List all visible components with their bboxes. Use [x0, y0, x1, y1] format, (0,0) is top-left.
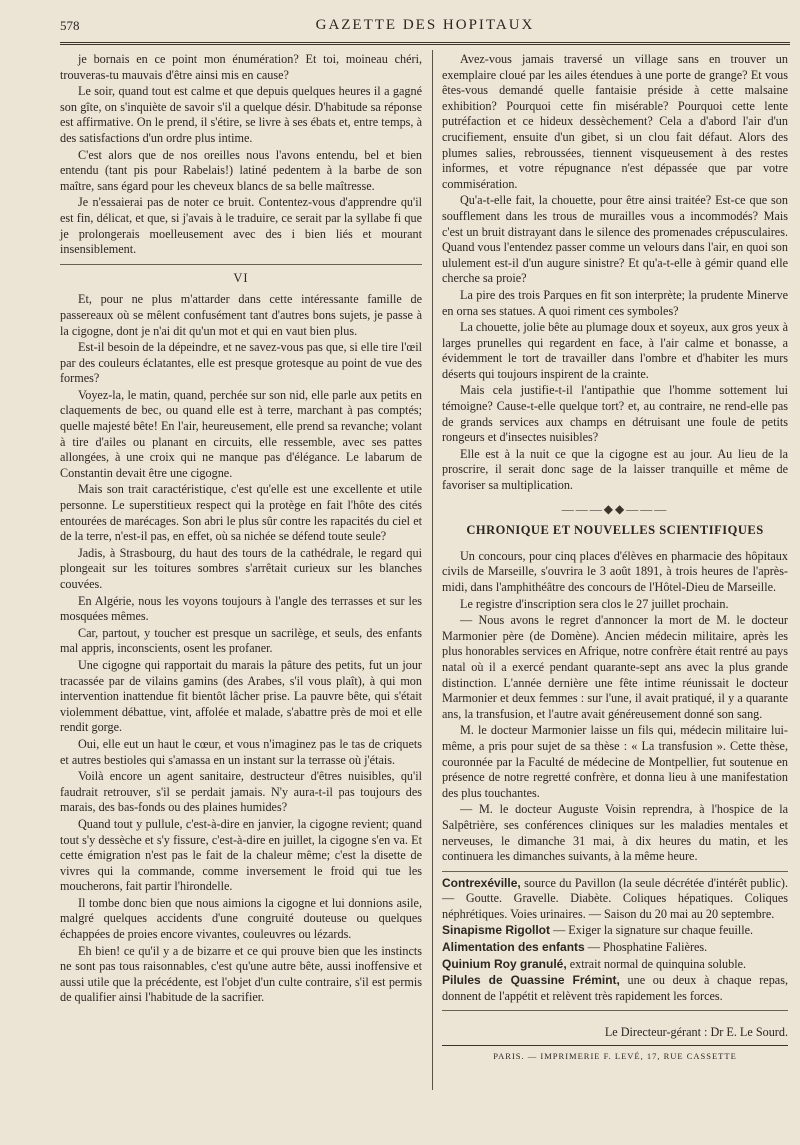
article-paragraph: Voyez-la, le matin, quand, perchée sur son nid, elle parle aux petits en claquements de bec, ou quand elle est à terre, marchant à pas comptés; quelle majesté bête! En l'air, heureusement, elle prend sa revanche; volant à tire d'ailes ou planant en circuits, elle ressemble, avec ses pattes allongées, à une croix qui ne manque pas d'élégance. Le labarum de Constantin devait être une cigogne.: [60, 387, 422, 480]
chronicle-paragraph: M. le docteur Marmonier laisse un fils qui, médecin militaire lui-même, a pris pour sujet de sa thèse : « La transfusion ». Cette thèse, couronnée par la Faculté de médecine de Montpellier, fut soutenue en présence de notre regretté confrère, et donna lieu à une manifestation des plus touchantes.: [442, 723, 788, 800]
advertisement-text: extrait normal de quinquina soluble.: [566, 956, 747, 971]
article-paragraph: je bornais en ce point mon énumération? Et toi, moineau chéri, trouveras-tu mauvais d'être ainsi mis en cause?: [60, 52, 422, 82]
advertisement-name: Sinapisme Rigollot: [442, 923, 551, 938]
article-paragraph: La pire des trois Parques en fit son interprète; la prudente Minerve en orna ses statues. A quoi riment ces symboles?: [442, 287, 788, 318]
ornament-divider: ———◆◆———: [561, 501, 669, 516]
article-paragraph: C'est alors que de nos oreilles nous l'avons entendu, bel et bien entendu (tant pis pour Rabelais!) latiné pedentem à la barbe de son maître, sans égard pour les cheveux blancs de sa belle maîtresse.: [60, 147, 422, 193]
chronicle-title: CHRONIQUE ET NOUVELLES SCIENTIFIQUES: [466, 523, 764, 538]
article-paragraph: Jadis, à Strasbourg, du haut des tours de la cathédrale, le regard qui plongeait sur les toitures sombres s'arrêtait curieux sur les blanches couvées.: [60, 545, 422, 591]
page-number: 578: [60, 18, 80, 33]
director-signature: Le Directeur-gérant : Dr E. Le Sourd.: [604, 1025, 788, 1040]
article-paragraph: Le soir, quand tout est calme et que depuis quelques heures il a gagné son gîte, on s'inquiète de savoir s'il a quelque désir. D'habitude sa réponse est affirmative. On le prend, il s'étire, se livre à ses ébats et, entre temps, à des satisfactions d'un ordre plus intime.: [60, 84, 422, 145]
left-paragraphs-after: [60, 292, 422, 1006]
article-paragraph: Voilà encore un agent sanitaire, destructeur d'êtres nuisibles, qu'il faudrait retrouver, s'il se perdait jamais. N'y aura-t-il pas toujours des marais, des bas-fonds ou des plaines humides?: [60, 769, 422, 815]
article-paragraph: Car, partout, y toucher est presque un sacrilège, et seuls, des enfants mal appris, inconscients, osent les profaner.: [60, 625, 422, 656]
advertisement: [442, 973, 788, 1004]
left-column: [60, 52, 422, 1007]
article-paragraph: La chouette, jolie bête au plumage doux et soyeux, aux gros yeux à larges prunelles qui regardent en face, à l'air calme et bonasse, a évidemment le tort de travailler dans l'ombre et d'habiter les murs déserts qui toujours inspirent de la crainte.: [442, 320, 788, 381]
section-rule: [60, 264, 422, 265]
footer-rule: [442, 1010, 788, 1011]
article-paragraph: Une cigogne qui rapportait du marais la pâture des petits, fut un jour tracassée par de vilains gamins (des Arabes, s'il vous plaît), à qui mon intervention inattendue fit bientôt lâcher prise. La pauvre bête, qui s'était violemment débattue, vint, affolée et malade, s'abattre près de moi et elle rendit gorge.: [60, 657, 422, 735]
header-rule: [60, 42, 790, 45]
article-paragraph: Quand tout y pullule, c'est-à-dire en janvier, la cigogne revient; quand tout s'y dessèche et s'y fissure, c'est-à-dire en juillet, la cigogne s'en va. Et cette émigration n'est pas le fait de la chaleur même; c'est la disette de vivres qui la commande, comme inversement le froid qui tue les moucherons, fait partir l'hirondelle.: [60, 816, 422, 894]
article-paragraph: Qu'a-t-elle fait, la chouette, pour être ainsi traitée? Est-ce que son soufflement dans les trous de murailles vous a incommodés? Mais c'est un bruit distrayant dans le silence des promenades crépusculaires. Quand vous l'entendez passer comme un velours dans l'air, en quoi son ululement est-il d'un augure sinistre? Et qu'a-t-elle à gémir quand elle cherche sa proie?: [442, 193, 788, 286]
advertisement-text: source du Pavillon (la seule décrétée d'intérêt public). — Goutte. Gravelle. Diabète. Coliques hépatiques. Coliques néphrétiques. Voies urinaires. — Saison du 20 mai au 20 septembre.: [442, 875, 788, 921]
right-paragraphs-before: [442, 52, 788, 494]
article-paragraph: Et, pour ne plus m'attarder dans cette intéressante famille de passereaux où se mêlent confusément tant d'autres bons sujets, je passe à la cigogne, dont je n'ai dit qu'un mot et qui en vaut bien plus.: [60, 292, 422, 338]
right-column: [442, 52, 788, 1065]
article-paragraph: Il tombe donc bien que nous aimions la cigogne et lui donnions asile, malgré quelques accidents d'une congruité douteuse ou quelques échappées de proies encore vivantes, couleuvres ou lézards.: [60, 895, 422, 942]
advertisement-name: Quinium Roy granulé,: [442, 956, 567, 971]
article-paragraph: Avez-vous jamais traversé un village sans en trouver un exemplaire cloué par les ailes étendues à une porte de grange? Et vous êtes-vous demandé quelle fantaisie préside à cette malsaine exhibition? Pourquoi cette fin misérable? Pourquoi cette lente putréfaction et ce hideux dessèchement? Cela a d'abord l'air d'un crucifiement, ensuite d'un gibet, si un clou fait défaut. Alors des plumes salies, rebroussées, tiennent visqueusement à des restes informes, et votre répugnance n'est dépassée que par votre commisération.: [442, 52, 788, 191]
article-paragraph: Oui, elle eut un haut le cœur, et vous n'imaginez pas le tas de criquets et autres bestioles qui s'amassa en un instant sur la terrasse où j'étais.: [60, 736, 422, 767]
chronicle-paragraphs: [442, 549, 788, 865]
article-paragraph: Je n'essaierai pas de noter ce bruit. Contentez-vous d'apprendre qu'il est fin, délicat, et que, si j'avais à le traduire, ce serait par la syllabe fi que je prolongerais moelleusement avec des i bien liés et mourant insensiblement.: [60, 195, 422, 257]
article-paragraph: Mais cela justifie-t-il l'antipathie que l'homme sottement lui témoigne? Cause-t-elle quelque tort? et, au contraire, ne rend-elle pas de grands services aux champs en détruisant une foule de petits rongeurs et d'insectes nuisibles?: [442, 383, 788, 445]
advertisement: [442, 957, 788, 973]
advertisement-text: — Phosphatine Falières.: [584, 940, 708, 955]
advertisement: [442, 876, 788, 923]
advertisement: [442, 923, 788, 939]
section-heading: VI: [233, 270, 249, 285]
advertisement-name: Alimentation des enfants: [442, 940, 585, 955]
article-paragraph: En Algérie, nous les voyons toujours à l'angle des terrasses et sur les mosquées mêmes.: [60, 593, 422, 624]
advertisements: [442, 876, 788, 1005]
page-header: [60, 14, 790, 40]
ads-rule: [442, 871, 788, 872]
chronicle-paragraph: Le registre d'inscription sera clos le 27 juillet prochain.: [460, 596, 729, 611]
chronicle-paragraph: Un concours, pour cinq places d'élèves en pharmacie des hôpitaux civils de Marseille, s'ouvrira le 3 août 1891, à trois heures de l'après-midi, dans l'amphithéâtre des concours de l'Hôtel-Dieu de Marseille.: [442, 548, 788, 594]
journal-title: GAZETTE DES HOPITAUX: [315, 17, 535, 33]
advertisement-name: Pilules de Quassine Frémint,: [442, 973, 620, 988]
article-paragraph: Est-il besoin de la dépeindre, et ne savez-vous pas que, si elle tire l'œil par des couleurs éclatantes, elle est presque grotesque au point de vue des formes?: [60, 340, 422, 386]
advertisement-text: une ou deux à chaque repas, donnent de l'appétit et relèvent très rapidement les forces.: [442, 973, 788, 1003]
article-paragraph: Eh bien! ce qu'il y a de bizarre et ce qui prouve bien que les instincts ne sont pas tous raisonnables, c'est qu'une autre bête, aussi inoffensive et aussi utile que la précédente, est l'objet d'un culte contraire, s'il est permis de qualifier ainsi l'habitude de la sacrifier.: [60, 943, 422, 1005]
chronicle-paragraph: — M. le docteur Auguste Voisin reprendra, à l'hospice de la Salpêtrière, ses conférences cliniques sur les maladies mentales et nerveuses, le dimanche 31 mai, à dix heures du matin, et les continuera les dimanches suivants, à la même heure.: [442, 802, 788, 864]
column-divider: [432, 50, 433, 1090]
advertisement: [442, 940, 788, 956]
printer-imprint: PARIS. — IMPRIMERIE F. LEVÉ, 17, RUE CASSETTE: [442, 1045, 788, 1065]
article-paragraph: Elle est à la nuit ce que la cigogne est au jour. Au lieu de la proscrire, il serait donc sage de la laisser tranquille et même de favoriser sa multiplication.: [442, 446, 788, 493]
left-paragraphs-before: [60, 52, 422, 258]
article-paragraph: Mais son trait caractéristique, c'est qu'elle est une excellente et utile personne. Le superstitieux respect qui la protège en fait l'hôte des cités entourées de marécages. Son abri le plus sûr contre les rapacités du ciel et de la terre, n'est-il pas, en effet, où sa nichée se défend toute seule?: [60, 482, 422, 544]
advertisement-name: Contrexéville,: [442, 875, 521, 890]
chronicle-paragraph: — Nous avons le regret d'annoncer la mort de M. le docteur Marmonier père (de Domène). Ancien médecin militaire, après les plus honorables services en Afrique, notre confrère était rentré au pays natal où il a exercé pendant quarante-sept ans avec la plus grande distinction. L'année dernière une fête intime réunissait le docteur Marmonier et deux femmes : sur l'une, il avait pratiqué, il y a quarante ans, la transfusion, et l'autre avait généreusement donné son sang.: [442, 613, 788, 721]
advertisement-text: — Exiger la signature sur chaque feuille.: [550, 923, 754, 938]
